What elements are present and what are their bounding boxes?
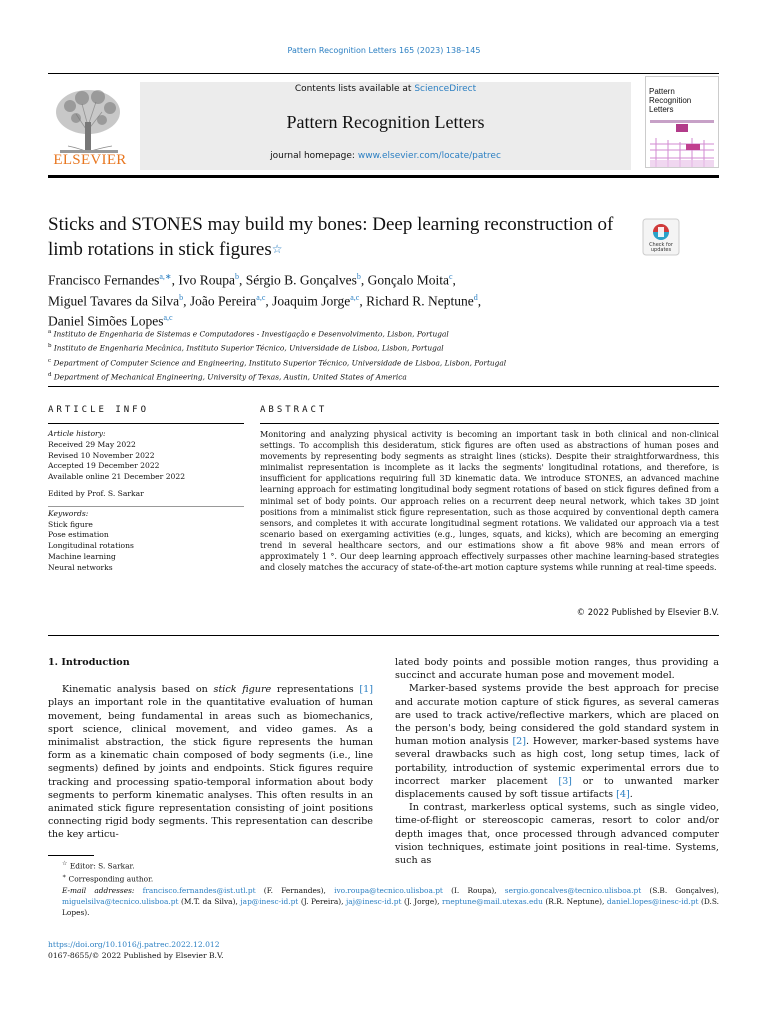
- doi-link[interactable]: https://doi.org/10.1016/j.patrec.2022.12.012: [48, 940, 220, 949]
- email-owner: (I. Roupa),: [442, 885, 505, 895]
- keyword: Longitudinal rotations: [48, 541, 134, 551]
- citation-link[interactable]: [1]: [359, 684, 373, 696]
- history-item: Revised 10 November 2022: [48, 450, 155, 460]
- author-affiliation-mark[interactable]: b: [356, 272, 361, 281]
- history-label: Article history:: [48, 429, 106, 438]
- author-name: Francisco Fernandes: [48, 272, 160, 288]
- article-info-divider: [48, 506, 244, 507]
- abstract-text: Monitoring and analyzing physical activity is becoming an important task in both clinical and non-clinical settings. To accomplish this desideratum, stick figures are often used as abstractions of human poses and movements by representing body segments as straight lines (sticks). Despite their straightforwardness, this minimalist representation is incomplete as it lacks the segments' longitudinal rotations, and therefore, is insufficient for applications requiring full 3D kinematic data. We introduce STONES, an advanced machine learning approach for estimating longitudinal body segment rotations of based on stick figures defined from a minimal set of body points. Our approach relies on a recurrent deep neural network, which takes 3D joint positions from a minimalist stick figure representation, such as those acquired by conventional depth camera sensors, and completes it with accurate longitudinal segment rotations. We validated our approach via a test scenario based on exergaming activities (e.g., lunges, squats, and kicks), which are becoming an emerging trend in several healthcare sectors, and our estimations show a fit above 98% and mean errors of approximately 1 °. Our deep learning approach effectively surpasses other machine learning-based strategies and closely matches the accuracy of state-of-the-art motion capture systems while running at real-time speeds.: [260, 429, 719, 573]
- author-name: Richard R. Neptune: [366, 293, 474, 308]
- paragraph: In contrast, markerless optical systems, such as single video, time-of-flight or stereoscopic cameras, resort to color and/or depth images that, once processed through advanced computer vision techniques, estimate joint positions in real-time. Systems, such as: [395, 802, 719, 867]
- footnote-emails: [48, 885, 719, 918]
- citation-link[interactable]: [3]: [558, 775, 572, 787]
- body-column-right: [395, 656, 719, 867]
- doi-block: [48, 939, 224, 961]
- email-owner: (F. Fernandes),: [255, 885, 335, 895]
- affiliation: [48, 355, 688, 369]
- paragraph: lated body points and possible motion ranges, thus providing a succinct and accurate human pose and movement model.: [395, 657, 719, 682]
- masthead: [48, 73, 719, 175]
- author-affiliation-mark[interactable]: d: [473, 292, 478, 302]
- author-separator: ,: [183, 293, 190, 308]
- affiliation-list: [48, 326, 688, 384]
- author-name: Daniel Simões Lopes: [48, 313, 164, 329]
- elsevier-wordmark: ELSEVIER: [53, 152, 127, 168]
- journal-cover[interactable]: [645, 76, 719, 168]
- homepage-link[interactable]: www.elsevier.com/locate/patrec: [357, 151, 501, 161]
- author-affiliation-mark[interactable]: a,c: [350, 292, 360, 302]
- email-link[interactable]: sergio.goncalves@tecnico.ulisboa.pt: [504, 885, 642, 895]
- abstract-rule: [260, 423, 719, 424]
- affiliation-text: Instituto de Engenharia de Sistemas e Computadores - Investigação e Desenvolvimento, Lisbon, Portugal: [51, 329, 449, 339]
- affiliation-mark: b: [48, 343, 52, 350]
- author-name: Sérgio B. Gonçalves: [245, 272, 357, 288]
- journal-title: Pattern Recognition Letters: [286, 112, 485, 132]
- author-name: Gonçalo Moita: [367, 272, 449, 288]
- affiliation-text: Department of Computer Science and Engineering, Instituto Superior Técnico, Universidade de Lisboa, Lisbon, Portugal: [51, 358, 507, 368]
- author-name: Ivo Roupa: [178, 272, 235, 288]
- footnotes: [48, 858, 719, 918]
- author-name: Joaquim Jorge: [272, 293, 351, 308]
- paragraph: Kinematic analysis based on stick figure representations [1] plays an important role in the quantitative evaluation of human movement, being fundamental in areas such as biomechanics, sport science, clinical movement, and video games. As a minimalist abstraction, the stick figure represents the human form as a kinematic chain composed of body segments (i.e., line segments) defined by joints and endpoints. Stick figures require tracking and processing spatio-temporal information about body segments to perform kinematic analyses. This often results in an animated stick figure representation consisting of joint positions connecting rigid body segments. This representation can describe the key articu-: [48, 684, 373, 841]
- crossmark-line1: Check for: [649, 242, 673, 248]
- author-separator: ,: [265, 293, 273, 308]
- title-footnote-mark[interactable]: ☆: [271, 242, 283, 256]
- edited-by: Edited by Prof. S. Sarkar: [48, 488, 144, 498]
- affiliation-text: Instituto de Engenharia Mecânica, Instituto Superior Técnico, Universidade de Lisboa, Lisbon, Portugal: [51, 343, 444, 353]
- email-owner: (R.R. Neptune),: [542, 896, 607, 906]
- author-list: [48, 268, 668, 330]
- email-link[interactable]: jaj@inesc-id.pt: [346, 896, 402, 906]
- author-affiliation-mark[interactable]: a,c: [163, 313, 173, 322]
- email-owner: (J. Pereira),: [298, 896, 347, 906]
- email-owner: (D.S. Lopes).: [62, 896, 720, 917]
- email-link[interactable]: miguelsilva@tecnico.ulisboa.pt: [62, 896, 179, 906]
- email-owner: (S.B. Gonçalves),: [641, 885, 719, 895]
- history-item: Accepted 19 December 2022: [48, 461, 160, 471]
- citation-link[interactable]: [2]: [512, 736, 527, 748]
- email-link[interactable]: daniel.lopes@inesc-id.pt: [606, 896, 699, 906]
- email-label: E-mail addresses:: [62, 885, 143, 895]
- keyword: Neural networks: [48, 562, 113, 572]
- paragraph: Marker-based systems provide the best approach for precise and accurate motion capture of stick figures, as several cameras are used to track active/reflective markers, which are placed on the person's body, being considered the gold standard system in human motion analysis [2]. However, marker-based systems have several drawbacks such as high cost, long setup times, lack of portability, introduction of systemic experimental errors due to incorrect marker placement [3] or to unwanted marker displacements caused by soft tissue artifacts [4].: [395, 683, 719, 801]
- article-info-rule: [48, 423, 244, 424]
- affiliation: [48, 369, 688, 383]
- cover-artwork: [646, 114, 718, 168]
- affiliation: [48, 326, 688, 340]
- keywords: [48, 509, 244, 574]
- journal-header-box: [140, 82, 631, 170]
- author-affiliation-mark[interactable]: b: [234, 272, 239, 281]
- journal-reference[interactable]: Pattern Recognition Letters 165 (2023) 138–145: [287, 46, 481, 55]
- article-history: [48, 429, 244, 483]
- keyword: Machine learning: [48, 551, 116, 561]
- sciencedirect-link[interactable]: ScienceDirect: [414, 84, 477, 94]
- email-link[interactable]: rneptune@mail.utexas.edu: [442, 896, 543, 906]
- crossmark-icon[interactable]: [642, 218, 680, 256]
- issn-line: 0167-8655/© 2022 Published by Elsevier B.V.: [48, 951, 224, 960]
- author-name: Miguel Tavares da Silva: [48, 293, 180, 308]
- author-affiliation-mark[interactable]: a,∗: [159, 272, 172, 281]
- affiliation: [48, 340, 688, 354]
- author-separator: ,: [359, 293, 367, 308]
- keyword: Pose estimation: [48, 530, 109, 540]
- author-name: João Pereira: [189, 293, 257, 308]
- history-item: Received 29 May 2022: [48, 439, 136, 449]
- email-link[interactable]: ivo.roupa@tecnico.ulisboa.pt: [334, 885, 443, 895]
- author-separator: ,: [171, 272, 179, 288]
- masthead-rule: [48, 175, 719, 178]
- contents-line: Contents lists available at ScienceDirect: [294, 84, 477, 94]
- email-link[interactable]: francisco.fernandes@ist.utl.pt: [142, 885, 256, 895]
- author-affiliation-mark[interactable]: b: [179, 292, 184, 302]
- history-item: Available online 21 December 2022: [48, 472, 186, 482]
- abstract-end-rule: [48, 635, 719, 636]
- footnote-editor: ☆ Editor: S. Sarkar.: [62, 860, 135, 871]
- abstract-heading: ABSTRACT: [260, 405, 328, 415]
- author-separator: ,: [452, 272, 456, 288]
- author-affiliation-mark[interactable]: a,c: [256, 292, 266, 302]
- copyright: © 2022 Published by Elsevier B.V.: [576, 607, 719, 617]
- footnote-rule: [48, 855, 94, 856]
- affiliation-mark: c: [48, 357, 52, 364]
- author-separator: ,: [477, 293, 482, 308]
- email-link[interactable]: jap@inesc-id.pt: [240, 896, 299, 906]
- cover-title: Pattern Recognition Letters: [649, 87, 692, 114]
- author-separator: ,: [238, 272, 246, 288]
- keyword: Stick figure: [48, 519, 93, 529]
- article-info-heading: ARTICLE INFO: [48, 405, 150, 415]
- header-rule: [48, 386, 719, 387]
- affiliation-text: Department of Mechanical Engineering, University of Texas, Austin, United States of America: [51, 372, 407, 382]
- footnote-corresponding: ∗ Corresponding author.: [62, 873, 154, 884]
- article-info: [48, 429, 244, 580]
- affiliation-mark: a: [48, 329, 52, 335]
- crossmark-line2: updates: [650, 247, 672, 253]
- homepage-line: journal homepage: www.elsevier.com/locate/patrec: [270, 151, 501, 161]
- affiliation-mark: d: [48, 372, 52, 379]
- author-separator: ,: [360, 272, 368, 288]
- article-title: Sticks and STONES may build my bones: Deep learning reconstruction of limb rotations in stick figures☆: [48, 214, 614, 260]
- email-owner: (J. Jorge),: [401, 896, 443, 906]
- section-heading-introduction: 1. Introduction: [48, 657, 130, 668]
- body-column-left: [48, 656, 373, 842]
- keywords-label: Keywords:: [48, 508, 89, 518]
- email-owner: (M.T. da Silva),: [178, 896, 241, 906]
- author-affiliation-mark[interactable]: c: [448, 272, 453, 281]
- citation-link[interactable]: [4]: [616, 789, 630, 801]
